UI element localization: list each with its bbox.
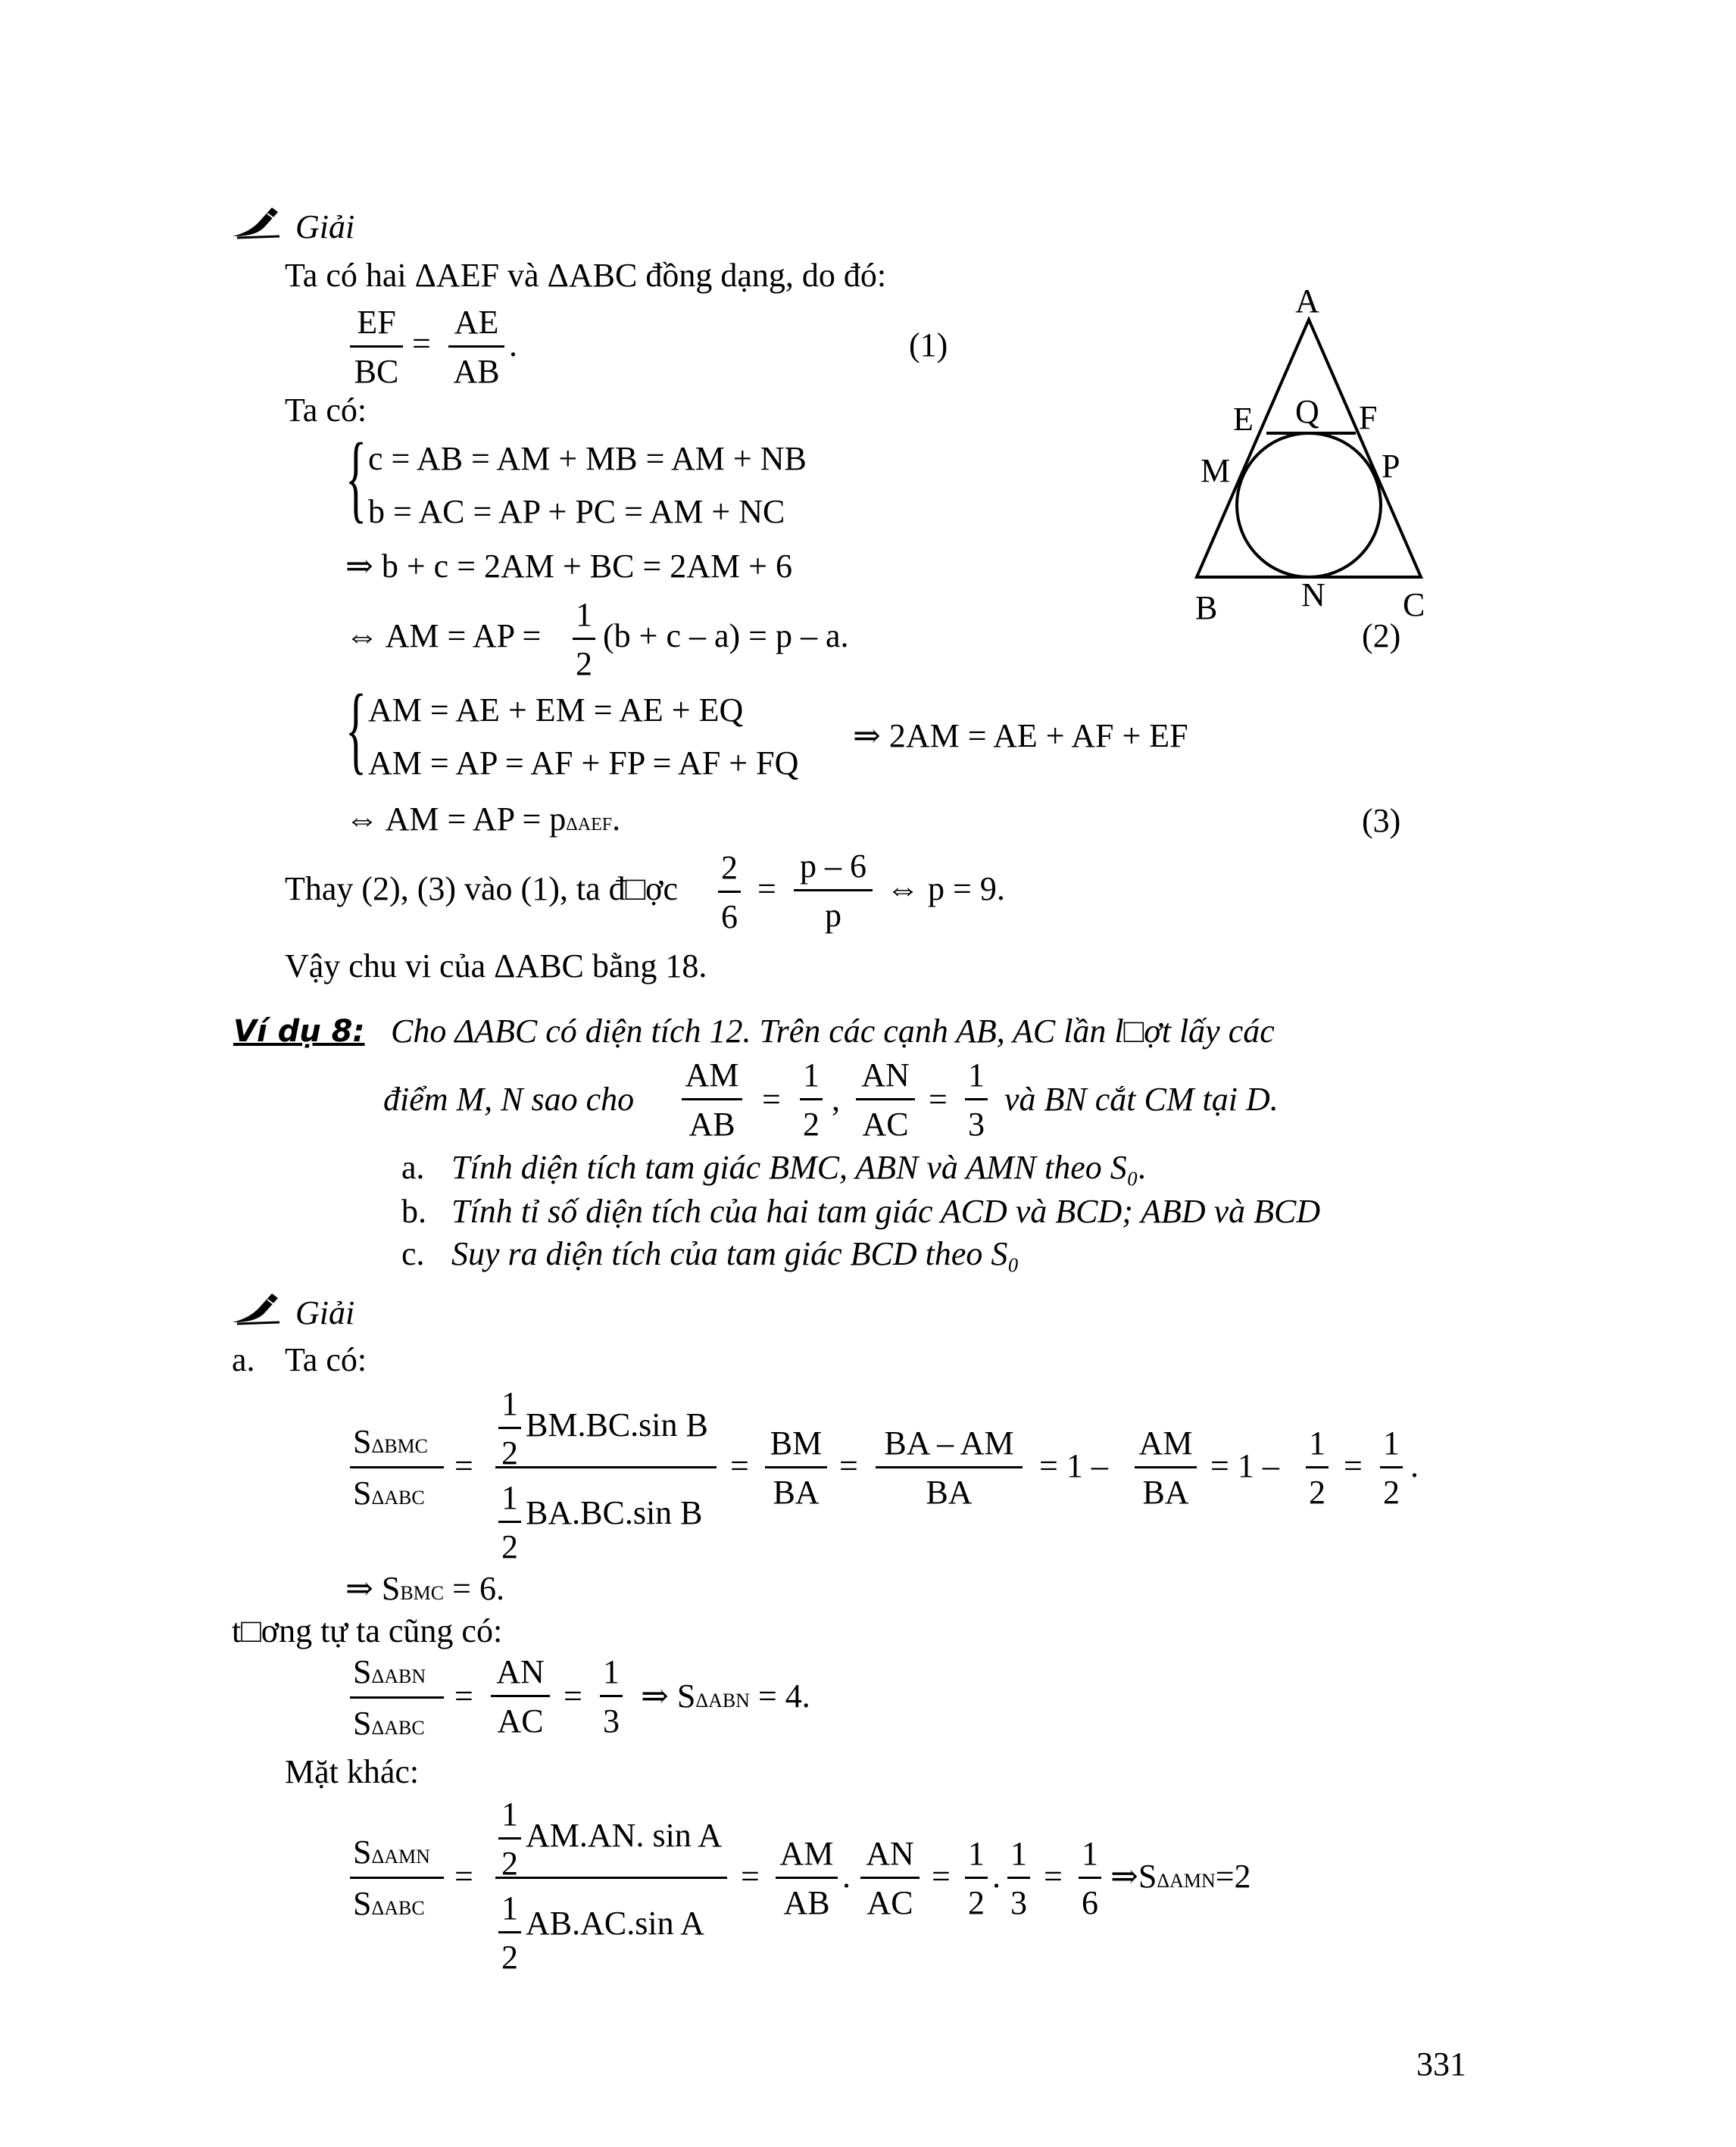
list-item: Tính diện tích tam giác BMC, ABN và AMN theo S₀.	[451, 1149, 1147, 1186]
label-q: Q	[1295, 393, 1319, 430]
s-abc-denominator: SΔABC	[353, 1885, 425, 1922]
label-p: P	[1382, 448, 1400, 485]
list-marker: b.	[401, 1193, 426, 1230]
system1-line1: c = AB = AM + MB = AM + NB	[368, 440, 807, 477]
equals-sign: =	[730, 1447, 749, 1484]
label-a: A	[1295, 282, 1319, 320]
fraction-an-ac: $\frac{AN}{AC}$	[856, 1059, 915, 1141]
area-expression-bottom: BA.BC.sin B	[526, 1494, 703, 1531]
similarly-text: t□ơng tự ta cũng có:	[232, 1612, 503, 1649]
result-s-bmc: ⇒ SBMC = 6.	[345, 1570, 504, 1607]
substitution-result: ⇔ p = 9.	[886, 870, 1005, 907]
fraction-ae-ab: $\frac{AE}{AB}$	[448, 306, 504, 389]
period: .	[1410, 1447, 1419, 1484]
area-expression-top: BM.BC.sin B	[526, 1406, 708, 1443]
fraction-bar	[495, 1466, 717, 1468]
dot: .	[842, 1858, 851, 1895]
left-brace: {	[345, 423, 367, 532]
fraction-one-sixth: $\frac{1}{6}$	[1079, 1837, 1101, 1920]
fraction-bar	[350, 1877, 444, 1879]
label-c: C	[1403, 586, 1425, 623]
list-marker: a.	[401, 1149, 425, 1186]
system2-line2: AM = AP = AF + FP = AF + FQ	[368, 744, 799, 782]
conclusion-text: Vậy chu vi của ΔABC bằng 18.	[285, 947, 707, 985]
fraction-bar	[350, 1466, 444, 1468]
result-s-abn: ⇒ SΔABN = 4.	[641, 1677, 810, 1715]
fraction-one-half: $\frac{1}{2}$	[498, 1892, 521, 1974]
equals-sign: =	[412, 325, 431, 362]
example-label: Ví dụ 8:	[233, 1014, 365, 1049]
equals-sign: =	[1344, 1447, 1363, 1484]
intro-text: Ta có hai ΔAEF và ΔABC đồng dạng, do đó:	[285, 257, 887, 294]
fraction-one-half: $\frac{1}{2}$	[498, 1481, 521, 1564]
equals-sign: =	[564, 1677, 582, 1715]
example-line2-tail: và BN cắt CM tại D.	[1004, 1081, 1279, 1118]
fraction-one-half: $\frac{1}{2}$	[573, 598, 595, 681]
fraction-2-6: $\frac{2}{6}$	[718, 851, 741, 934]
s-abc-denominator: SΔABC	[353, 1705, 425, 1742]
pencil-icon	[229, 203, 283, 245]
system2-line1: AM = AE + EM = AE + EQ	[368, 691, 744, 729]
equals-sign: =	[839, 1447, 858, 1484]
s-abc-denominator: SΔABC	[353, 1475, 425, 1512]
fraction-am-ab: $\frac{AM}{AB}$	[682, 1059, 742, 1141]
fraction-one-half: $\frac{1}{2}$	[498, 1798, 521, 1880]
equation-label-2: (2)	[1362, 617, 1401, 654]
label-b: B	[1195, 589, 1218, 626]
equals-sign: =	[757, 870, 776, 907]
fraction-bar	[495, 1877, 727, 1879]
s-bmc-numerator: SΔBMC	[353, 1423, 429, 1460]
example-line1: Cho ΔABC có diện tích 12. Trên các cạnh AB, AC lần l□ợt lấy các	[391, 1013, 1275, 1050]
eq2-lhs: ⇔ AM = AP =	[345, 617, 542, 654]
fraction-am-ab: $\frac{AM}{AB}$	[776, 1837, 838, 1920]
substitution-text: Thay (2), (3) vào (1), ta đ□ợc	[285, 870, 678, 907]
fraction-ef-bc: $\frac{EF}{BC}$	[350, 306, 403, 389]
label-e: E	[1233, 401, 1254, 438]
fraction-bm-ba: $\frac{BM}{BA}$	[765, 1427, 827, 1509]
triangle-incircle-figure	[1166, 280, 1469, 629]
fraction-p6-p: $\frac{p - 6}{p}$	[794, 850, 873, 932]
fraction-one-half: $\frac{1}{2}$	[800, 1059, 823, 1141]
equals-sign: =	[762, 1081, 781, 1118]
fraction-one-third: $\frac{1}{3}$	[965, 1059, 988, 1141]
eq3: ⇔ AM = AP = pΔAEF.	[345, 800, 621, 838]
solution-heading: Giải	[295, 208, 355, 245]
fraction-one-third: $\frac{1}{3}$	[1007, 1837, 1030, 1920]
ta-co-label: Ta có:	[285, 1341, 367, 1378]
fraction-an-ac: $\frac{AN}{AC}$	[491, 1655, 550, 1738]
fraction-ba-am-ba: $\frac{BA - AM}{BA}$	[876, 1427, 1023, 1509]
on-the-other-hand-text: Mặt khác:	[285, 1753, 420, 1790]
ta-co-label: Ta có:	[285, 392, 367, 429]
equals-sign: =	[454, 1858, 473, 1895]
example-line2: điểm M, N sao cho	[383, 1081, 635, 1118]
equals-sign: =	[741, 1858, 760, 1895]
part-marker: a.	[232, 1341, 255, 1378]
dot: .	[992, 1858, 1001, 1895]
label-m: M	[1201, 452, 1231, 489]
fraction-am-ba: $\frac{AM}{BA}$	[1135, 1427, 1197, 1509]
solution-heading: Giải	[295, 1294, 355, 1331]
equals-sign: =	[1044, 1858, 1063, 1895]
equals-sign: =	[454, 1677, 473, 1715]
fraction-one-half: $\frac{1}{2}$	[965, 1837, 988, 1920]
incircle	[1237, 433, 1381, 577]
implication-1: ⇒ b + c = 2AM + BC = 2AM + 6	[345, 548, 792, 585]
s-amn-numerator: SΔAMN	[353, 1833, 430, 1871]
fraction-bar	[350, 1696, 444, 1699]
fraction-one-third: $\frac{1}{3}$	[600, 1655, 623, 1738]
one-minus: = 1 –	[1039, 1447, 1108, 1484]
equation-label-3: (3)	[1362, 802, 1401, 839]
system2-implication: ⇒ 2AM = AE + AF + EF	[853, 717, 1188, 754]
result-s-amn: ⇒SΔAMN=2	[1110, 1858, 1251, 1895]
list-marker: c.	[401, 1235, 425, 1272]
list-item: Suy ra diện tích của tam giác BCD theo S₀	[451, 1235, 1019, 1272]
label-f: F	[1359, 399, 1378, 436]
comma: ,	[832, 1081, 840, 1118]
fraction-one-half: $\frac{1}{2}$	[1380, 1427, 1403, 1509]
equals-sign: =	[929, 1081, 948, 1118]
label-n: N	[1301, 576, 1325, 613]
fraction-an-ac: $\frac{AN}{AC}$	[860, 1837, 920, 1920]
area-expression-bottom: AB.AC.sin A	[526, 1905, 704, 1942]
equation-label-1: (1)	[909, 326, 948, 364]
eq2-rhs: (b + c – a) = p – a.	[603, 617, 849, 654]
area-expression-top: AM.AN. sin A	[526, 1817, 723, 1854]
left-brace: {	[345, 675, 367, 784]
fraction-one-half: $\frac{1}{2}$	[1306, 1427, 1329, 1509]
s-abn-numerator: SΔABN	[353, 1653, 426, 1690]
page-number: 331	[1416, 2046, 1466, 2083]
equals-sign: =	[932, 1858, 951, 1895]
pencil-icon	[229, 1289, 283, 1331]
period: .	[509, 326, 517, 364]
fraction-one-half: $\frac{1}{2}$	[498, 1387, 521, 1470]
one-minus: = 1 –	[1210, 1447, 1279, 1484]
equals-sign: =	[454, 1447, 473, 1484]
list-item: Tính tỉ số diện tích của hai tam giác ACD và BCD; ABD và BCD	[451, 1193, 1321, 1230]
system1-line2: b = AC = AP + PC = AM + NC	[368, 493, 785, 530]
